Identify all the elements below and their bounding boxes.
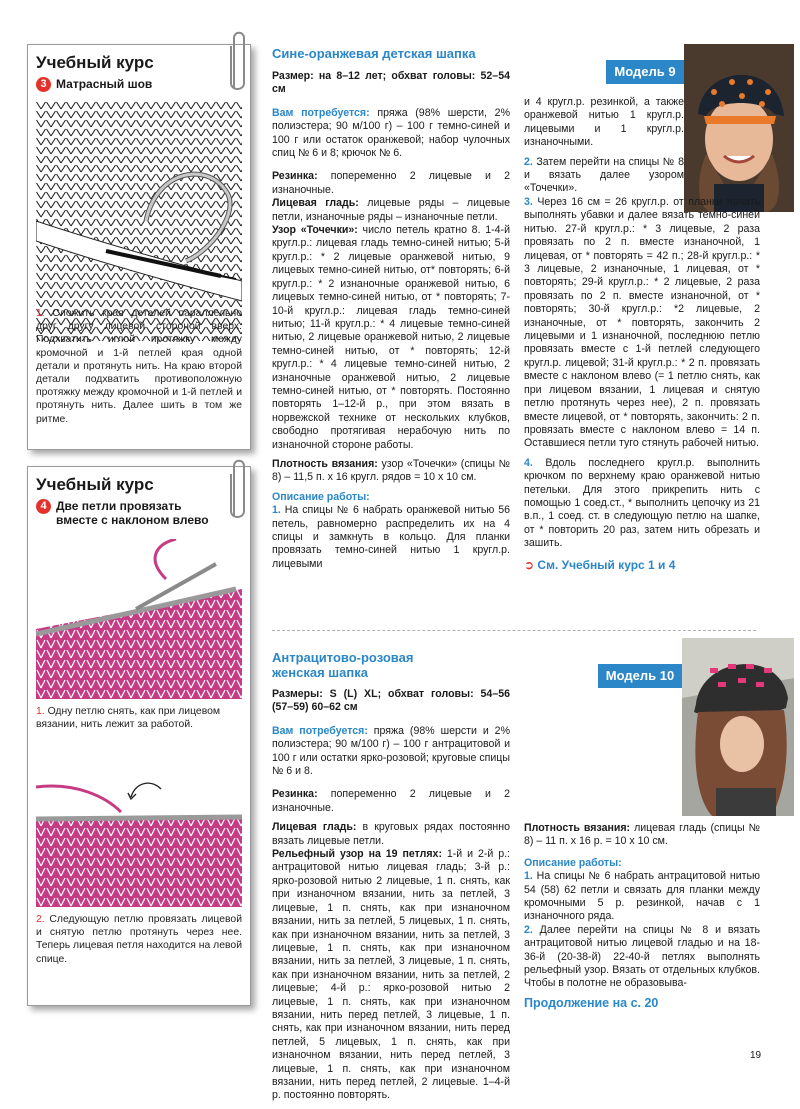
model9-column-2 bbox=[524, 96, 684, 202]
stockinette-text: в круговых рядах постоянно вязать лицевые петли. bbox=[272, 821, 510, 847]
step2-number: 2. bbox=[524, 155, 533, 168]
paperclip-icon bbox=[228, 28, 250, 98]
step2-text: Затем перейти на спицы № 8 и вязать далее узором «Точечки». bbox=[524, 155, 684, 195]
title-line-1: Антрацитово-розовая bbox=[272, 650, 414, 665]
model10-density bbox=[524, 822, 760, 849]
size-label: Размеры: bbox=[272, 688, 323, 700]
model9-step4 bbox=[524, 457, 760, 551]
step-number: 2. bbox=[36, 914, 45, 925]
materials-label: Вам потребуется: bbox=[272, 724, 368, 737]
step4-number: 4. bbox=[524, 456, 533, 469]
model9-step1-cont: и 4 кругл.р. резинкой, а также оранжевой нитью 1 кругл.р. лицевыми и 1 кругл.р. изнаночными. bbox=[524, 96, 684, 149]
step-body: Сложить края деталей параллельно друг другу лицевой стороной вверх. Подхватить иглой протяжку между кромочной и 1-й петлей края одной детали и протянуть нить. На краю второй детали подхватить противоположную протяжку между кромочной и 1-й петлей и протянуть нить. Далее шить в том же ритме. bbox=[36, 308, 242, 425]
decrease-step2-text bbox=[36, 913, 242, 966]
desc-label: Описание работы: bbox=[524, 856, 622, 869]
course-subtitle-text: Матрасный шов bbox=[56, 77, 153, 91]
rib-label: Резинка: bbox=[272, 170, 318, 183]
reference-text: См. Учебный курс 1 и 4 bbox=[537, 557, 676, 572]
model10-stockinette bbox=[272, 821, 510, 848]
stockinette-label: Лицевая гладь: bbox=[272, 197, 359, 210]
course-title: Учебный курс bbox=[36, 53, 154, 72]
model9-photo bbox=[684, 44, 794, 212]
decrease-step1-text bbox=[36, 705, 242, 731]
rib-text: попеременно 2 лицевые и 2 изнаночные. bbox=[272, 788, 510, 814]
course-box-mattress-seam bbox=[27, 44, 251, 450]
course-title: Учебный курс bbox=[36, 475, 154, 494]
model10-column-2 bbox=[524, 822, 760, 1016]
step3-number: 3. bbox=[524, 196, 533, 208]
course-number-badge: 4 bbox=[36, 499, 51, 514]
pattern-text: число петель кратно 8. 1-4-й кругл.р.: лицевая гладь темно-синей нитью; 5-й кругл.р.: * 2 лицевые оранжевой нитью, 9 лицевых темно-синей нитью, от* повторять; 6-й кругл.р.: * 2 изнаночные оранжевой нитью, 6 лицевых темно-синей нитью, от * повторять; 7-10-й кругл.р.: лицевая гладь темно-синей нитью; 11-й кругл.р.: * 4 лицевые темно-синей нитью, 2 лицевые оранжевой нитью, 2 лицевые темно-синей нитью, от * повторять; 12-й кругл.р.: * 4 лицевые темно-синей нитью, 2 изнаночные оранжевой нитью, 2 лицевые темно-синей нитью, от * повторять. Постоянно повторять 1–12-й р., при этом вязать в норвежской технике от нескольких клубков, свободно протягивая нерабочую нить по изнаночной стороне работы. bbox=[272, 224, 511, 451]
paperclip-icon bbox=[228, 456, 250, 526]
stockinette-label: Лицевая гладь: bbox=[272, 821, 357, 834]
step-body: Одну петлю снять, как при лицевом вязании, нить лежит за работой. bbox=[36, 706, 221, 731]
course-box-decrease-left bbox=[27, 466, 251, 1006]
model9-materials bbox=[272, 107, 510, 161]
arrow-icon: ➲ bbox=[524, 557, 535, 572]
course-subtitle bbox=[36, 77, 226, 92]
model9-rib bbox=[272, 170, 510, 197]
materials-text: пряжа (98% шерсти и 2% полиэстера; 90 м/100 г) – 100 г антрацитовой и 100 г или остатки ярко-розовой; круговые спицы № 6 и 8. bbox=[272, 724, 510, 778]
course-step-text bbox=[36, 307, 242, 426]
step1-number: 1. bbox=[272, 504, 281, 517]
model9-density bbox=[272, 458, 510, 485]
model10-desc-heading bbox=[524, 857, 760, 870]
model10-rib bbox=[272, 788, 510, 815]
relief-label: Рельефный узор на 19 петлях: bbox=[272, 848, 442, 861]
model9-title: Сине-оранжевая детская шапка bbox=[272, 46, 476, 61]
relief-text: 1-й и 2-й р.: антрацитовой нитью лицевая гладь; 3-й р.: ярко-розовой нитью 2 лицевые, 1 п. снять, как при изнаночном вязании, нить за петлей, 3 лицевые, 1 п. снять, как при изнаночном вязании, нить за петлей, 5 лицевых, 1 п. снять, как при изнаночном вязании, нить за петлей, 3 лицевые, 1 п. снять, как при изнаночном вязании, нить за петлей, 3 лицевые, 1 п. снять, как при изнаночном вязании, нить за петлей, 2 лицевые; 4-й р.: ярко-розовой нитью 2 лицевые, 1 п. снять, как при изнаночном вязании, нить перед петлей, 3 лицевые, 1 п. снять, как при изнаночном вязании, нить перед петлей, 5 лицевых, 1 п. снять, как при изнаночном вязании, нить перед петлей, 3 лицевые, 1 п. снять, как при изнаночном вязании, нить перед петлей, 2 лицевые. 1–4-й р. постоянно повторять. bbox=[272, 848, 510, 1102]
rib-text: попеременно 2 лицевые и 2 изнаночные. bbox=[272, 170, 510, 196]
size-label: Размер: bbox=[272, 70, 314, 82]
model10-photo bbox=[682, 638, 794, 816]
model10-title bbox=[272, 650, 413, 680]
step-body: Следующую петлю провязать лицевой и снятую петлю протянуть через нее. Теперь лицевая петля находится на левой спице. bbox=[36, 914, 242, 965]
model9-pattern bbox=[272, 224, 510, 452]
model9-column-2b bbox=[524, 196, 760, 578]
page-number: 19 bbox=[750, 1050, 762, 1061]
materials-label: Вам потребуется: bbox=[272, 106, 370, 119]
model10-size bbox=[272, 688, 510, 715]
title-line-2: женская шапка bbox=[272, 665, 368, 680]
model10-badge: Модель 10 bbox=[598, 664, 682, 688]
model9-stockinette bbox=[272, 197, 510, 224]
density-label: Плотность вязания: bbox=[524, 822, 631, 834]
density-text: лицевая гладь (спицы № 8) – 11 п. х 16 р. = 10 х 10 см. bbox=[524, 822, 760, 848]
model9-step2 bbox=[524, 156, 684, 196]
course-subtitle bbox=[36, 499, 226, 527]
density-label: Плотность вязания: bbox=[272, 457, 378, 470]
step2-number: 2. bbox=[524, 923, 533, 936]
step2-text: Далее перейти на спицы № 8 и вязать антрацитовой нитью лицевой гладью и на 18-36-й (20-38-й) 22-40-й петлях выполнять рельефный узор. Вязать от отдельных клубков. Чтобы в полотне не образовыва- bbox=[524, 923, 760, 990]
decrease-step2-illustration bbox=[36, 767, 242, 907]
model10-materials bbox=[272, 725, 510, 779]
step4-text: Вдоль последнего кругл.р. выполнить крючком по верхнему краю оранжевой нитью петельки. Для этого прикрепить нить с помощью 1 соед.ст., * выполнить цепочку из 21 в.п., 1 соед. ст. в следующую петлю на шапке, от * повторить 20 раз, затем нить обрезать и зашить. bbox=[524, 456, 760, 550]
course-subtitle-text: Две петли провязать вместе с наклоном влево bbox=[56, 499, 209, 527]
step-number: 1. bbox=[36, 706, 45, 717]
step3-text: Через 16 см = 26 кругл.р. от планки начать выполнять убавки и далее вязать темно-синей нитью. 27-й кругл.р.: * 3 лицевые, 2 раза провязать по 2 п. вместе изнаночной, 1 лицевая, от * повторять = 42 п.; 28-й кругл.р.: * 3 лицевые, 2 изнаночные, 1 лицевая, от * повторять; 29-й кругл.р.: * 2 лицевые, 2 раза провязать по 2 п. вместе изнаночной, от * повторять; 30-й кругл.р.: *2 лицевые, 2 изнаночные, от * повторять, закончить 2 лицевыми и 1 изнаночной, последнюю петлю провязать вместе с 1-й петлей следующего кругл.р. лицевой; 31-й кругл.р.: * 2 п. провязать вместе с наклоном влево (= 1 петлю снять, как при лицевом вязании, 1 лицевая и снятую петлю протянуть через нее), 2 п. провязать вместе лицевой, от * повторять, закончить: 2 п. провязать вместе с наклоном влево = 14 п. Оставшиеся петли туго стянуть рабочей нитью. bbox=[524, 196, 760, 450]
model9-badge: Модель 9 bbox=[606, 60, 684, 84]
step1-text: На спицы № 6 набрать оранжевой нитью 56 петель, равномерно распределить их на 4 спицы и замкнуть в кольцо. Для планки провязать темно-синей нитью 1 кругл.р. лицевыми bbox=[272, 504, 510, 570]
decrease-step1-illustration bbox=[36, 539, 242, 699]
step1-text: На спицы № 6 набрать антрацитовой нитью 54 (58) 62 петли и связать для планки между кромочными 5 р. резинкой, начав с 1 изнаночного ряда. bbox=[524, 870, 760, 923]
course-number-badge: 3 bbox=[36, 77, 51, 92]
mattress-seam-illustration bbox=[36, 101, 242, 341]
model10-relief bbox=[272, 848, 510, 1103]
model9-column-1 bbox=[272, 70, 510, 577]
model10-step2 bbox=[524, 924, 760, 991]
size-value: на 8–12 лет; обхват головы: 52–54 см bbox=[272, 70, 510, 96]
stockinette-text: лицевые ряды – лицевые петли, изнаночные ряды – изнаночные петли. bbox=[272, 197, 510, 223]
materials-text: пряжа (98% шерсти, 2% полиэстера; 90 м/100 г) – 100 г темно-синей и 100 г или остаток оранжевой; набор чулочных спиц № 6 и 8; крючок № 6. bbox=[272, 106, 510, 160]
rib-label: Резинка: bbox=[272, 788, 318, 801]
model10-column-1 bbox=[272, 688, 510, 1109]
model10-step1 bbox=[524, 870, 760, 924]
size-value: S (L) XL; обхват головы: 54–56 (57–59) 60–62 см bbox=[272, 688, 510, 714]
desc-label: Описание работы: bbox=[272, 490, 370, 503]
step1-number: 1. bbox=[524, 870, 533, 883]
step-number: 1. bbox=[36, 308, 45, 319]
density-text: узор «Точечки» (спицы № 8) – 11,5 п. х 16 кругл. рядов = 10 х 10 см. bbox=[272, 457, 510, 484]
section-divider bbox=[272, 630, 756, 631]
model9-size bbox=[272, 70, 510, 97]
model9-desc-heading bbox=[272, 491, 510, 504]
pattern-label: Узор «Точечки»: bbox=[272, 224, 358, 237]
model9-step3 bbox=[524, 196, 760, 451]
continue-link[interactable]: Продолжение на с. 20 bbox=[524, 995, 659, 1010]
model9-step1 bbox=[272, 504, 510, 571]
model9-reference[interactable] bbox=[524, 559, 760, 572]
